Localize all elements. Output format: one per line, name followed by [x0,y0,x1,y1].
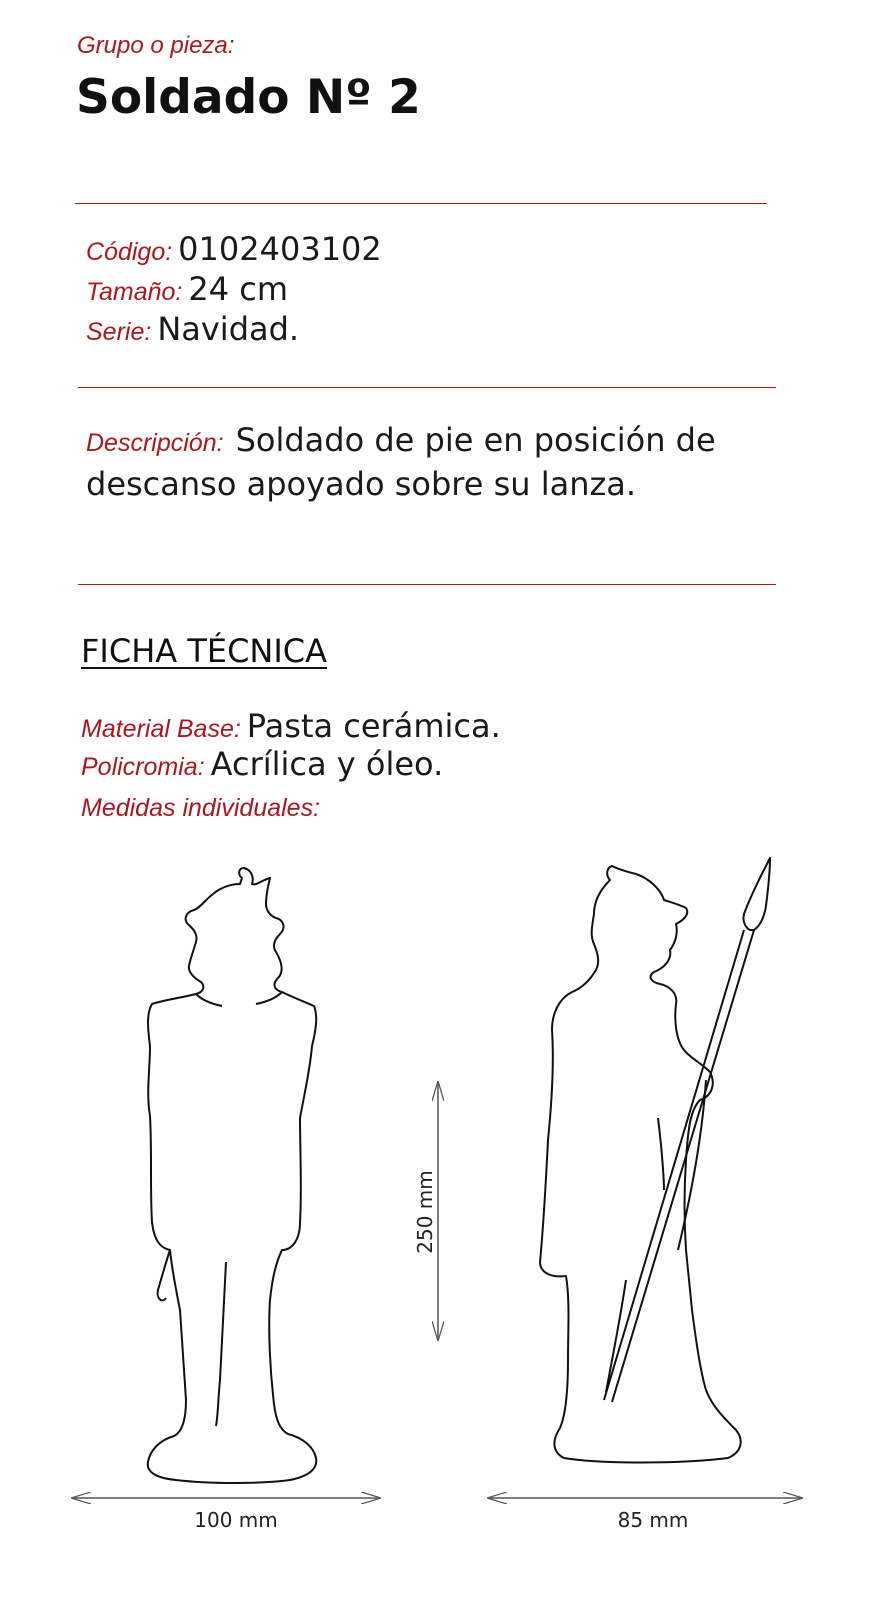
size-row [86,270,288,308]
description-text: Soldado de pie en posición de descanso apoyado sobre su lanza. [86,421,716,503]
material-row [81,707,501,745]
code-value: 0102403102 [178,230,382,268]
lance [604,858,770,1402]
soldier-front-view [148,868,317,1483]
policromia-label: Policromia: [81,753,205,781]
policromia-row [81,745,443,783]
medidas-row [81,786,326,824]
material-label: Material Base: [81,715,241,743]
code-row [86,230,382,268]
divider-1 [75,203,767,204]
code-label: Código: [86,238,173,266]
series-row [86,310,299,348]
side-width-label: 85 mm [617,1508,689,1532]
soldier-side-view [540,866,741,1463]
divider-2 [78,387,776,388]
series-value: Navidad. [157,310,300,348]
group-label: Grupo o pieza: [77,32,235,59]
policromia-value: Acrílica y óleo. [210,745,444,783]
ficha-tecnica-heading: FICHA TÉCNICA [81,632,328,670]
description-label: Descripción: [86,429,224,457]
size-value: 24 cm [188,270,289,308]
material-value: Pasta cerámica. [246,707,501,745]
description [86,420,786,505]
technical-drawing [0,840,873,1600]
front-width-label: 100 mm [194,1508,278,1532]
size-label: Tamaño: [86,278,183,306]
medidas-label: Medidas individuales: [81,794,321,822]
series-label: Serie: [86,318,152,346]
piece-title: Soldado Nº 2 [76,70,421,125]
divider-3 [78,584,776,585]
height-label: 250 mm [413,1170,437,1254]
